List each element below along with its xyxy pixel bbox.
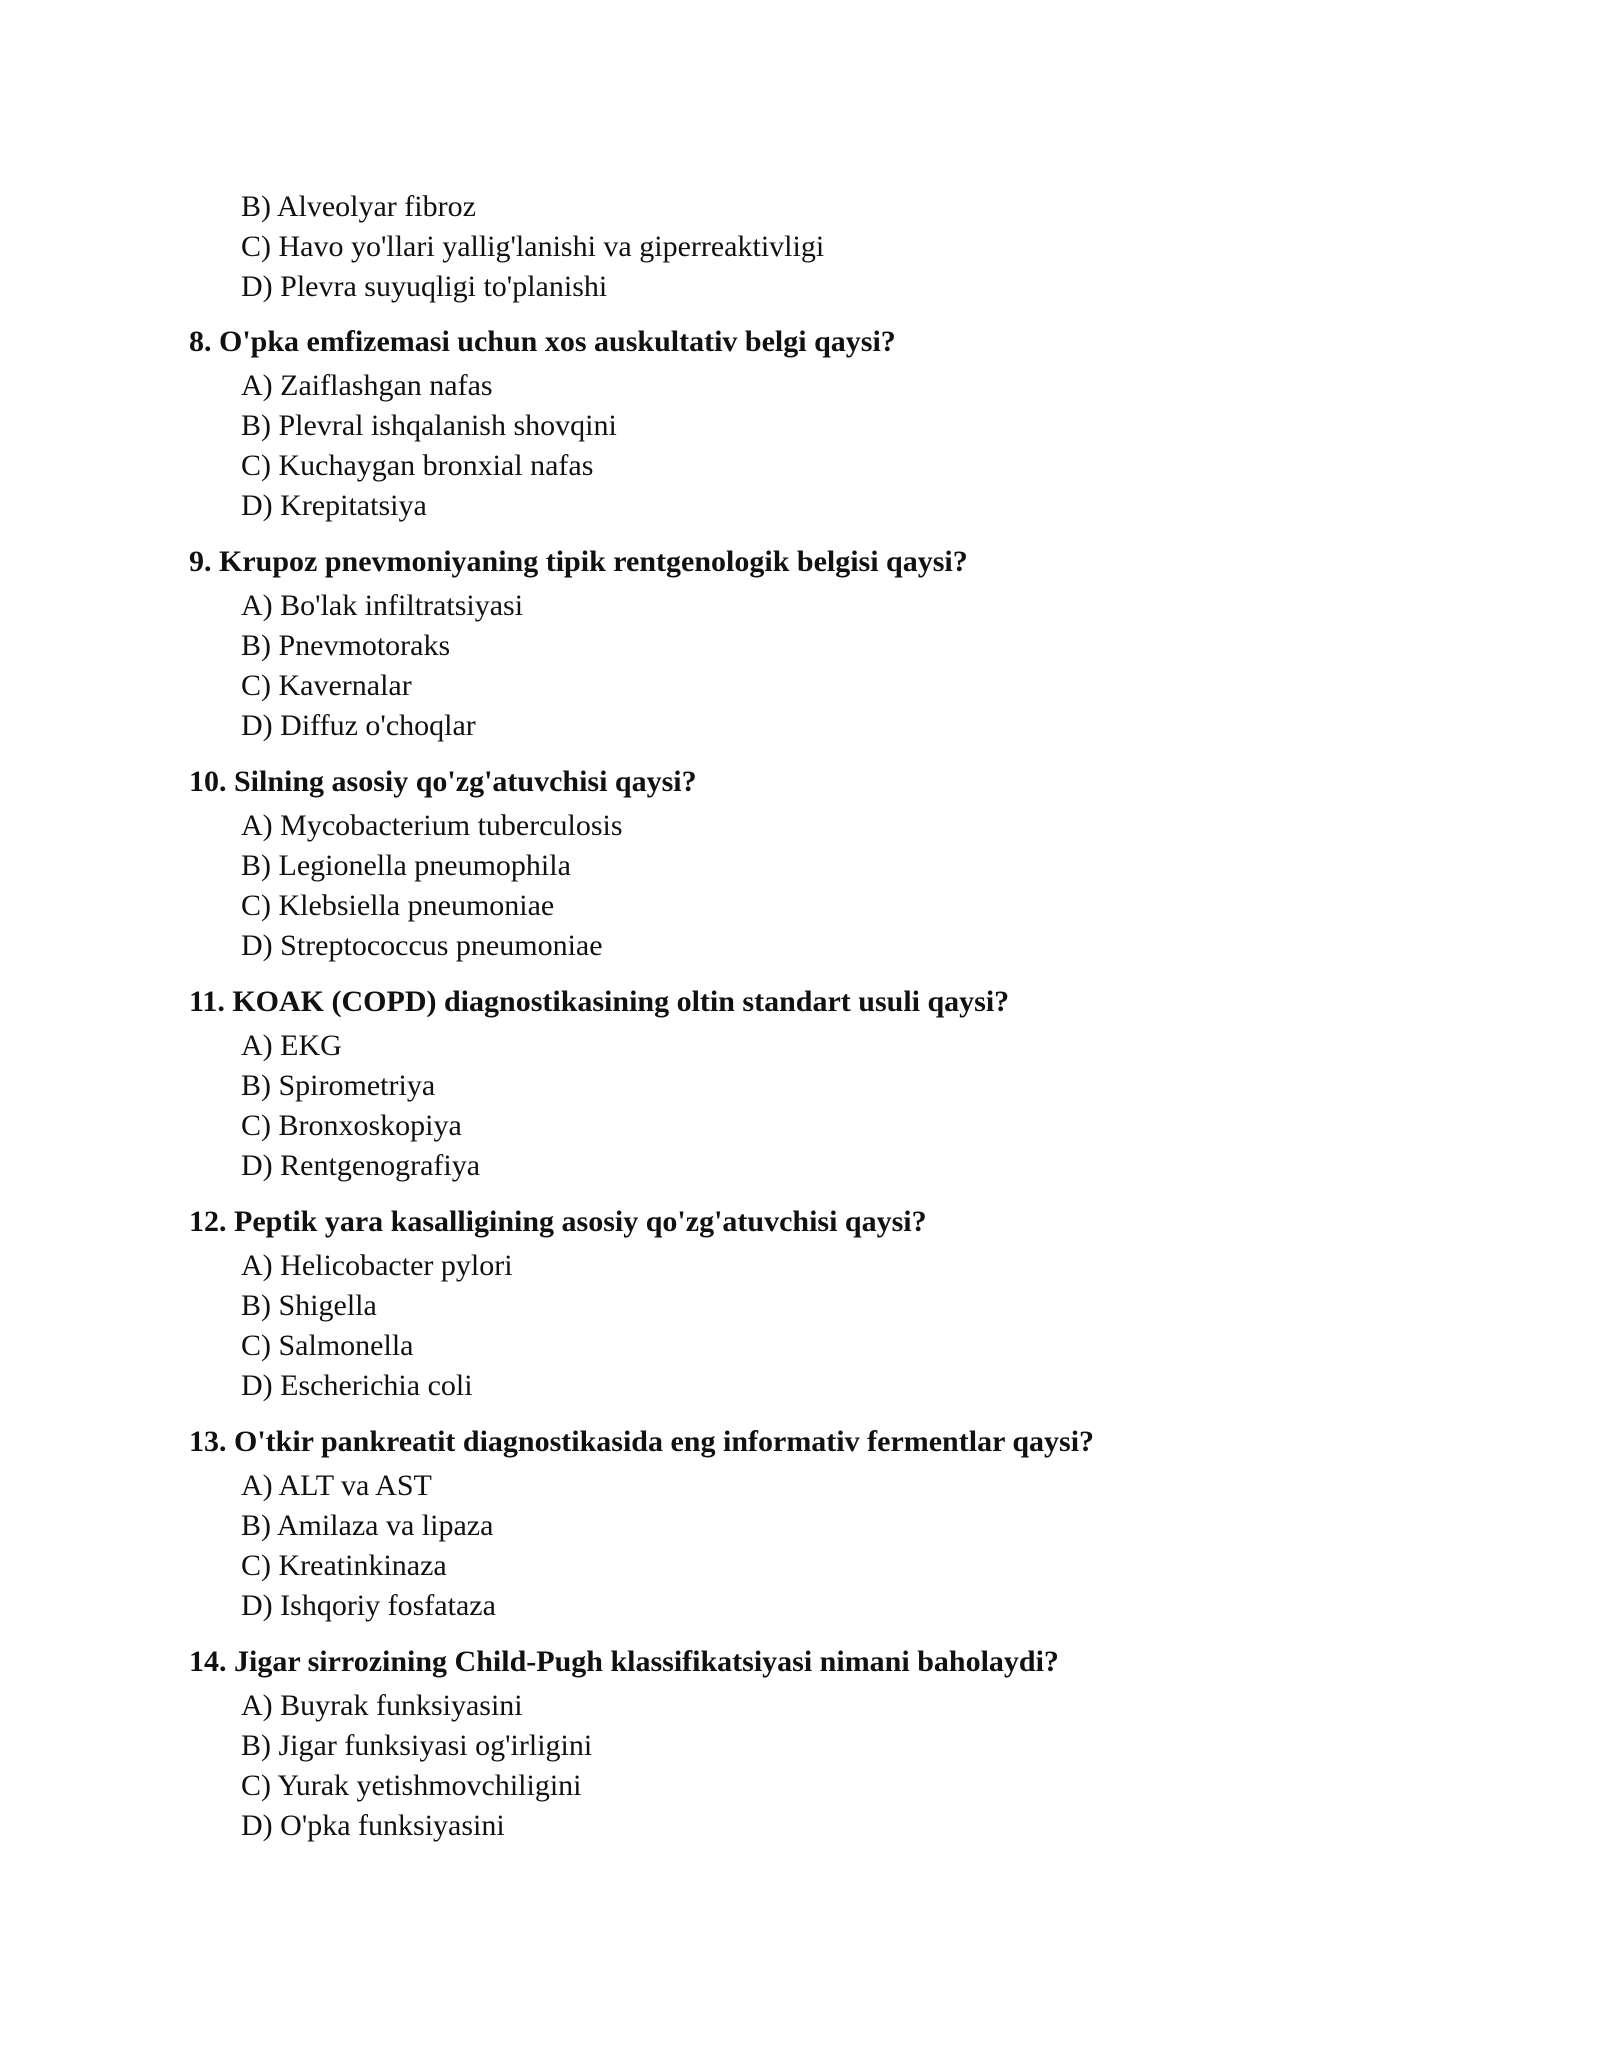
question-title: 10. Silning asosiy qo'zg'atuvchisi qaysi? — [189, 765, 697, 798]
option-text: D) Plevra suyuqligi to'planishi — [241, 270, 608, 303]
question-title: 12. Peptik yara kasalligining asosiy qo'zg'atuvchisi qaysi? — [189, 1205, 927, 1238]
option-text: D) Streptococcus pneumoniae — [241, 929, 603, 962]
option-text: B) Pnevmotoraks — [241, 629, 451, 662]
option-text: A) Buyrak funksiyasini — [241, 1689, 523, 1722]
question-title: 11. KOAK (COPD) diagnostikasining oltin standart usuli qaysi? — [189, 985, 1010, 1018]
option-text: C) Kuchaygan bronxial nafas — [241, 449, 594, 482]
option-text: A) Bo'lak infiltratsiyasi — [241, 589, 524, 622]
option-text: D) Rentgenografiya — [241, 1149, 481, 1182]
option-text: D) Ishqoriy fosfataza — [241, 1589, 496, 1622]
option-text: A) ALT va AST — [241, 1469, 432, 1502]
option-text: A) Helicobacter pylori — [241, 1249, 513, 1282]
option-text: C) Yurak yetishmovchiligini — [241, 1769, 582, 1802]
option-text: D) Diffuz o'choqlar — [241, 709, 476, 742]
option-text: B) Spirometriya — [241, 1069, 436, 1102]
option-text: B) Shigella — [241, 1289, 377, 1322]
option-text: C) Salmonella — [241, 1329, 414, 1362]
option-text: B) Legionella pneumophila — [241, 849, 571, 882]
option-text: C) Havo yo'llari yallig'lanishi va giperreaktivligi — [241, 230, 825, 263]
option-text: A) Mycobacterium tuberculosis — [241, 809, 623, 842]
option-text: B) Plevral ishqalanish shovqini — [241, 409, 617, 442]
option-text: C) Kavernalar — [241, 669, 412, 702]
option-text: B) Jigar funksiyasi og'irligini — [241, 1729, 593, 1762]
question-title: 9. Krupoz pnevmoniyaning tipik rentgenologik belgisi qaysi? — [189, 545, 968, 578]
option-text: D) Escherichia coli — [241, 1369, 473, 1402]
option-text: D) O'pka funksiyasini — [241, 1809, 505, 1842]
question-title: 13. O'tkir pankreatit diagnostikasida eng informativ fermentlar qaysi? — [189, 1425, 1095, 1458]
option-text: B) Amilaza va lipaza — [241, 1509, 494, 1542]
option-text: C) Bronxoskopiya — [241, 1109, 462, 1142]
option-text: C) Klebsiella pneumoniae — [241, 889, 555, 922]
question-title: 14. Jigar sirrozining Child-Pugh klassifikatsiyasi nimani baholaydi? — [189, 1645, 1059, 1678]
option-text: A) EKG — [241, 1029, 342, 1062]
option-text: D) Krepitatsiya — [241, 489, 427, 522]
question-title: 8. O'pka emfizemasi uchun xos auskultativ belgi qaysi? — [189, 325, 896, 358]
option-text: A) Zaiflashgan nafas — [241, 369, 493, 402]
option-text: B) Alveolyar fibroz — [241, 190, 476, 223]
option-text: C) Kreatinkinaza — [241, 1549, 447, 1582]
